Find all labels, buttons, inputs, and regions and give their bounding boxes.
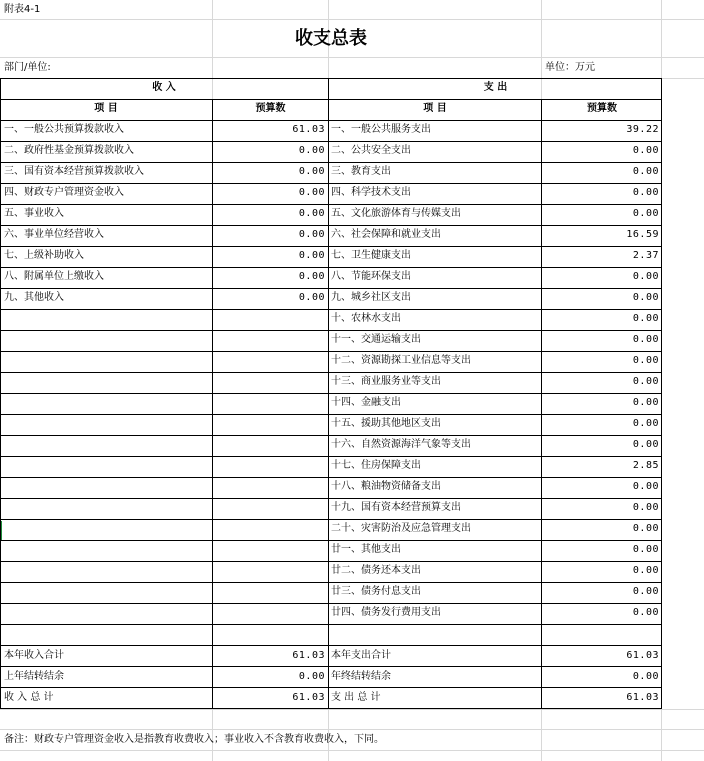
expense-row-value: 0.00: [632, 187, 659, 198]
table-row-border: [0, 351, 662, 352]
expense-row-label: 廿一、其他支出: [331, 544, 401, 555]
expense-row-value: 0.00: [632, 208, 659, 219]
table-row-border: [0, 246, 662, 247]
expense-row-label: 十、农林水支出: [331, 313, 401, 324]
grid-row-line: [0, 709, 704, 710]
carry-in-value: 0.00: [298, 671, 325, 682]
table-col-border: [0, 78, 1, 709]
table-row-border: [0, 561, 662, 562]
expense-row-label: 五、文化旅游体育与传媒支出: [331, 208, 461, 219]
expense-row-value: 2.37: [632, 250, 659, 261]
page-title: 收支总表: [295, 28, 367, 49]
expense-row-value: 39.22: [626, 124, 659, 135]
income-row-label: 六、事业单位经营收入: [4, 229, 104, 240]
income-col-item: 项 目: [94, 103, 118, 114]
table-row-border: [0, 183, 662, 184]
expense-total-label: 支 出 总 计: [331, 692, 381, 703]
expense-row-label: 十六、自然资源海洋气象等支出: [331, 439, 471, 450]
table-row-border: [0, 519, 662, 520]
dept-label: 部门/单位:: [4, 62, 51, 73]
table-row-border: [0, 456, 662, 457]
expense-row-label: 廿二、债务还本支出: [331, 565, 421, 576]
expense-row-label: 二十、灾害防治及应急管理支出: [331, 523, 471, 534]
expense-row-value: 0.00: [632, 523, 659, 534]
income-year-value: 61.03: [292, 650, 325, 661]
table-row-border: [0, 330, 662, 331]
income-row-value: 0.00: [298, 145, 325, 156]
expense-row-value: 0.00: [632, 418, 659, 429]
expense-row-label: 二、公共安全支出: [331, 145, 411, 156]
table-row-border: [0, 267, 662, 268]
expense-row-label: 十四、金融支出: [331, 397, 401, 408]
grid-row-line: [0, 750, 704, 751]
expense-row-label: 十三、商业服务业等支出: [331, 376, 441, 387]
expense-col-item: 项 目: [423, 103, 447, 114]
table-row-border: [0, 498, 662, 499]
table-row-border: [0, 141, 662, 142]
income-row-value: 0.00: [298, 292, 325, 303]
expense-year-label: 本年支出合计: [331, 650, 391, 661]
expense-row-value: 0.00: [632, 397, 659, 408]
expense-row-label: 六、社会保障和就业支出: [331, 229, 441, 240]
table-row-border: [0, 99, 662, 100]
expense-row-label: 十二、资源勘探工业信息等支出: [331, 355, 471, 366]
income-row-label: 五、事业收入: [4, 208, 64, 219]
table-row-border: [0, 708, 662, 709]
income-row-value: 0.00: [298, 208, 325, 219]
income-row-value: 0.00: [298, 250, 325, 261]
carry-in-label: 上年结转结余: [4, 671, 64, 682]
table-row-border: [0, 477, 662, 478]
income-row-label: 二、政府性基金预算拨款收入: [4, 145, 134, 156]
expense-row-value: 0.00: [632, 481, 659, 492]
expense-row-label: 十八、粮油物资储备支出: [331, 481, 441, 492]
expense-row-label: 十一、交通运输支出: [331, 334, 421, 345]
income-header: 收 入: [152, 82, 176, 93]
table-row-border: [0, 78, 662, 79]
expense-row-value: 0.00: [632, 145, 659, 156]
table-row-border: [0, 687, 662, 688]
expense-row-value: 0.00: [632, 439, 659, 450]
income-row-value: 0.00: [298, 229, 325, 240]
table-row-border: [0, 435, 662, 436]
income-year-label: 本年收入合计: [4, 650, 64, 661]
income-row-label: 七、上级补助收入: [4, 250, 84, 261]
expense-row-value: 16.59: [626, 229, 659, 240]
table-row-border: [0, 666, 662, 667]
table-row-border: [0, 204, 662, 205]
income-row-value: 0.00: [298, 271, 325, 282]
carry-out-value: 0.00: [632, 671, 659, 682]
expense-row-label: 廿三、债务付息支出: [331, 586, 421, 597]
expense-row-value: 0.00: [632, 607, 659, 618]
expense-row-label: 九、城乡社区支出: [331, 292, 411, 303]
income-row-label: 一、一般公共预算拨款收入: [4, 124, 124, 135]
table-row-border: [0, 288, 662, 289]
expense-row-label: 七、卫生健康支出: [331, 250, 411, 261]
table-col-border: [328, 78, 329, 709]
table-row-border: [0, 414, 662, 415]
expense-row-value: 0.00: [632, 271, 659, 282]
income-row-value: 0.00: [298, 187, 325, 198]
table-row-border: [0, 540, 662, 541]
expense-row-label: 四、科学技术支出: [331, 187, 411, 198]
expense-year-value: 61.03: [626, 650, 659, 661]
expense-header: 支 出: [483, 82, 508, 93]
table-col-border: [212, 99, 213, 709]
expense-row-label: 廿四、债务发行费用支出: [331, 607, 441, 618]
table-col-border: [541, 99, 542, 709]
expense-row-value: 0.00: [632, 502, 659, 513]
table-row-border: [0, 393, 662, 394]
expense-col-budget: 预算数: [587, 103, 617, 114]
table-col-border: [661, 78, 662, 709]
expense-row-value: 0.00: [632, 376, 659, 387]
expense-row-label: 十七、住房保障支出: [331, 460, 421, 471]
expense-row-label: 八、节能环保支出: [331, 271, 411, 282]
table-row-border: [0, 582, 662, 583]
income-row-label: 三、国有资本经营预算拨款收入: [4, 166, 144, 177]
table-row-border: [0, 645, 662, 646]
income-row-value: 61.03: [292, 124, 325, 135]
table-row-border: [0, 624, 662, 625]
table-row-border: [0, 225, 662, 226]
income-row-label: 九、其他收入: [4, 292, 64, 303]
expense-row-label: 一、一般公共服务支出: [331, 124, 431, 135]
expense-row-value: 0.00: [632, 292, 659, 303]
expense-row-value: 0.00: [632, 166, 659, 177]
expense-row-label: 三、教育支出: [331, 166, 391, 177]
table-row-border: [0, 309, 662, 310]
table-row-border: [0, 120, 662, 121]
table-row-border: [0, 372, 662, 373]
expense-row-value: 0.00: [632, 355, 659, 366]
carry-out-label: 年终结转结余: [331, 671, 391, 682]
income-row-label: 八、附属单位上缴收入: [4, 271, 104, 282]
expense-row-value: 0.00: [632, 586, 659, 597]
expense-row-label: 十五、援助其他地区支出: [331, 418, 441, 429]
income-row-label: 四、财政专户管理资金收入: [4, 187, 124, 198]
sheet-tag: 附表4-1: [4, 4, 41, 15]
expense-row-value: 0.00: [632, 313, 659, 324]
expense-row-value: 2.85: [632, 460, 659, 471]
income-row-value: 0.00: [298, 166, 325, 177]
income-total-label: 收 入 总 计: [4, 692, 54, 703]
unit-label: 单位：万元: [545, 62, 595, 73]
income-total-value: 61.03: [292, 692, 325, 703]
expense-row-label: 十九、国有资本经营预算支出: [331, 502, 461, 513]
expense-row-value: 0.00: [632, 544, 659, 555]
footnote: 备注：财政专户管理资金收入是指教育收费收入；事业收入不含教育收费收入，下同。: [4, 734, 384, 745]
income-col-budget: 预算数: [255, 103, 286, 114]
expense-row-value: 0.00: [632, 565, 659, 576]
expense-total-value: 61.03: [626, 692, 659, 703]
table-row-border: [0, 162, 662, 163]
expense-row-value: 0.00: [632, 334, 659, 345]
table-row-border: [0, 603, 662, 604]
